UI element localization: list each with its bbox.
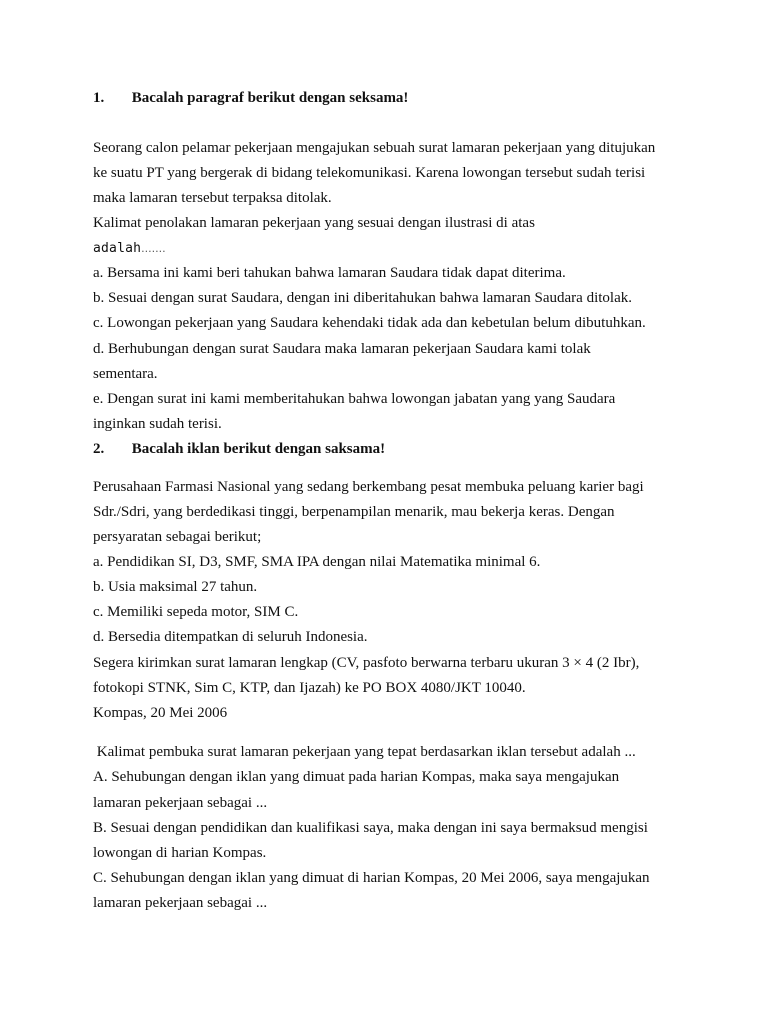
q2-ad-requirement: b. Usia maksimal 27 tahun. (93, 579, 258, 595)
q2-option-a-continuation: lamaran pekerjaan sebagai ... (93, 795, 268, 811)
q2-ad-line: fotokopi STNK, Sim C, KTP, dan Ijazah) ke PO BOX 4080/JKT 10040. (93, 680, 526, 696)
q2-ad-line: persyaratan sebagai berikut; (93, 529, 262, 545)
q1-option-a: a. Bersama ini kami beri tahukan bahwa lamaran Saudara tidak dapat diterima. (93, 265, 566, 281)
q1-option-d-continuation: sementara. (93, 366, 158, 382)
q2-ad-requirement: d. Bersedia ditempatkan di seluruh Indonesia. (93, 629, 368, 645)
q1-heading (93, 89, 693, 107)
q2-question: Kalimat pembuka surat lamaran pekerjaan yang tepat berdasarkan iklan tersebut adalah ... (93, 744, 636, 760)
q1-option-e: e. Dengan surat ini kami memberitahukan bahwa lowongan jabatan yang yang Saudara (93, 391, 616, 407)
q2-option-b: B. Sesuai dengan pendidikan dan kualifikasi saya, maka dengan ini saya bermaksud mengisi (93, 820, 648, 836)
q2-ad-requirement: c. Memiliki sepeda motor, SIM C. (93, 604, 299, 620)
q1-option-d: d. Berhubungan dengan surat Saudara maka lamaran pekerjaan Saudara kami tolak (93, 341, 591, 357)
q2-ad-line: Sdr./Sdri, yang berdedikasi tinggi, berpenampilan menarik, mau bekerja keras. Dengan (93, 504, 615, 520)
q1-instruction: Bacalah paragraf berikut dengan seksama! (131, 90, 409, 106)
q2-ad-source: Kompas, 20 Mei 2006 (93, 705, 228, 721)
q1-paragraph-line: maka lamaran tersebut terpaksa ditolak. (93, 190, 332, 206)
q2-option-b-continuation: lowongan di harian Kompas. (93, 845, 267, 861)
q1-question-word: adalah (93, 241, 142, 256)
q2-ad-line: Segera kirimkan surat lamaran lengkap (CV, pasfoto berwarna terbaru ukuran 3 × 4 (2 Ibr), (93, 655, 640, 671)
q1-option-c: c. Lowongan pekerjaan yang Saudara kehendaki tidak ada dan kebetulan belum dibutuhkan. (93, 315, 646, 331)
q1-option-b: b. Sesuai dengan surat Saudara, dengan ini diberitahukan bahwa lamaran Saudara ditolak. (93, 290, 632, 306)
q2-instruction: Bacalah iklan berikut dengan saksama! (131, 441, 386, 457)
q1-number: 1. (93, 90, 105, 106)
q2-option-a: A. Sehubungan dengan iklan yang dimuat pada harian Kompas, maka saya mengajukan (93, 769, 620, 785)
q1-question-continuation (93, 239, 693, 258)
q1-option-e-continuation: inginkan sudah terisi. (93, 416, 222, 432)
q2-heading (93, 440, 693, 458)
q1-question-dots: ....... (141, 242, 166, 255)
q1-paragraph-line: Seorang calon pelamar pekerjaan mengajukan sebuah surat lamaran pekerjaan yang ditujukan (93, 140, 656, 156)
q2-ad-line: Perusahaan Farmasi Nasional yang sedang berkembang pesat membuka peluang karier bagi (93, 479, 644, 495)
q1-question-line: Kalimat penolakan lamaran pekerjaan yang sesuai dengan ilustrasi di atas (93, 215, 535, 231)
q2-number: 2. (93, 441, 105, 457)
q2-option-c-continuation: lamaran pekerjaan sebagai ... (93, 895, 268, 911)
q2-option-c: C. Sehubungan dengan iklan yang dimuat di harian Kompas, 20 Mei 2006, saya mengajukan (93, 870, 650, 886)
q1-paragraph-line: ke suatu PT yang bergerak di bidang telekomunikasi. Karena lowongan tersebut sudah terisi (93, 165, 646, 181)
q2-ad-requirement: a. Pendidikan SI, D3, SMF, SMA IPA dengan nilai Matematika minimal 6. (93, 554, 541, 570)
